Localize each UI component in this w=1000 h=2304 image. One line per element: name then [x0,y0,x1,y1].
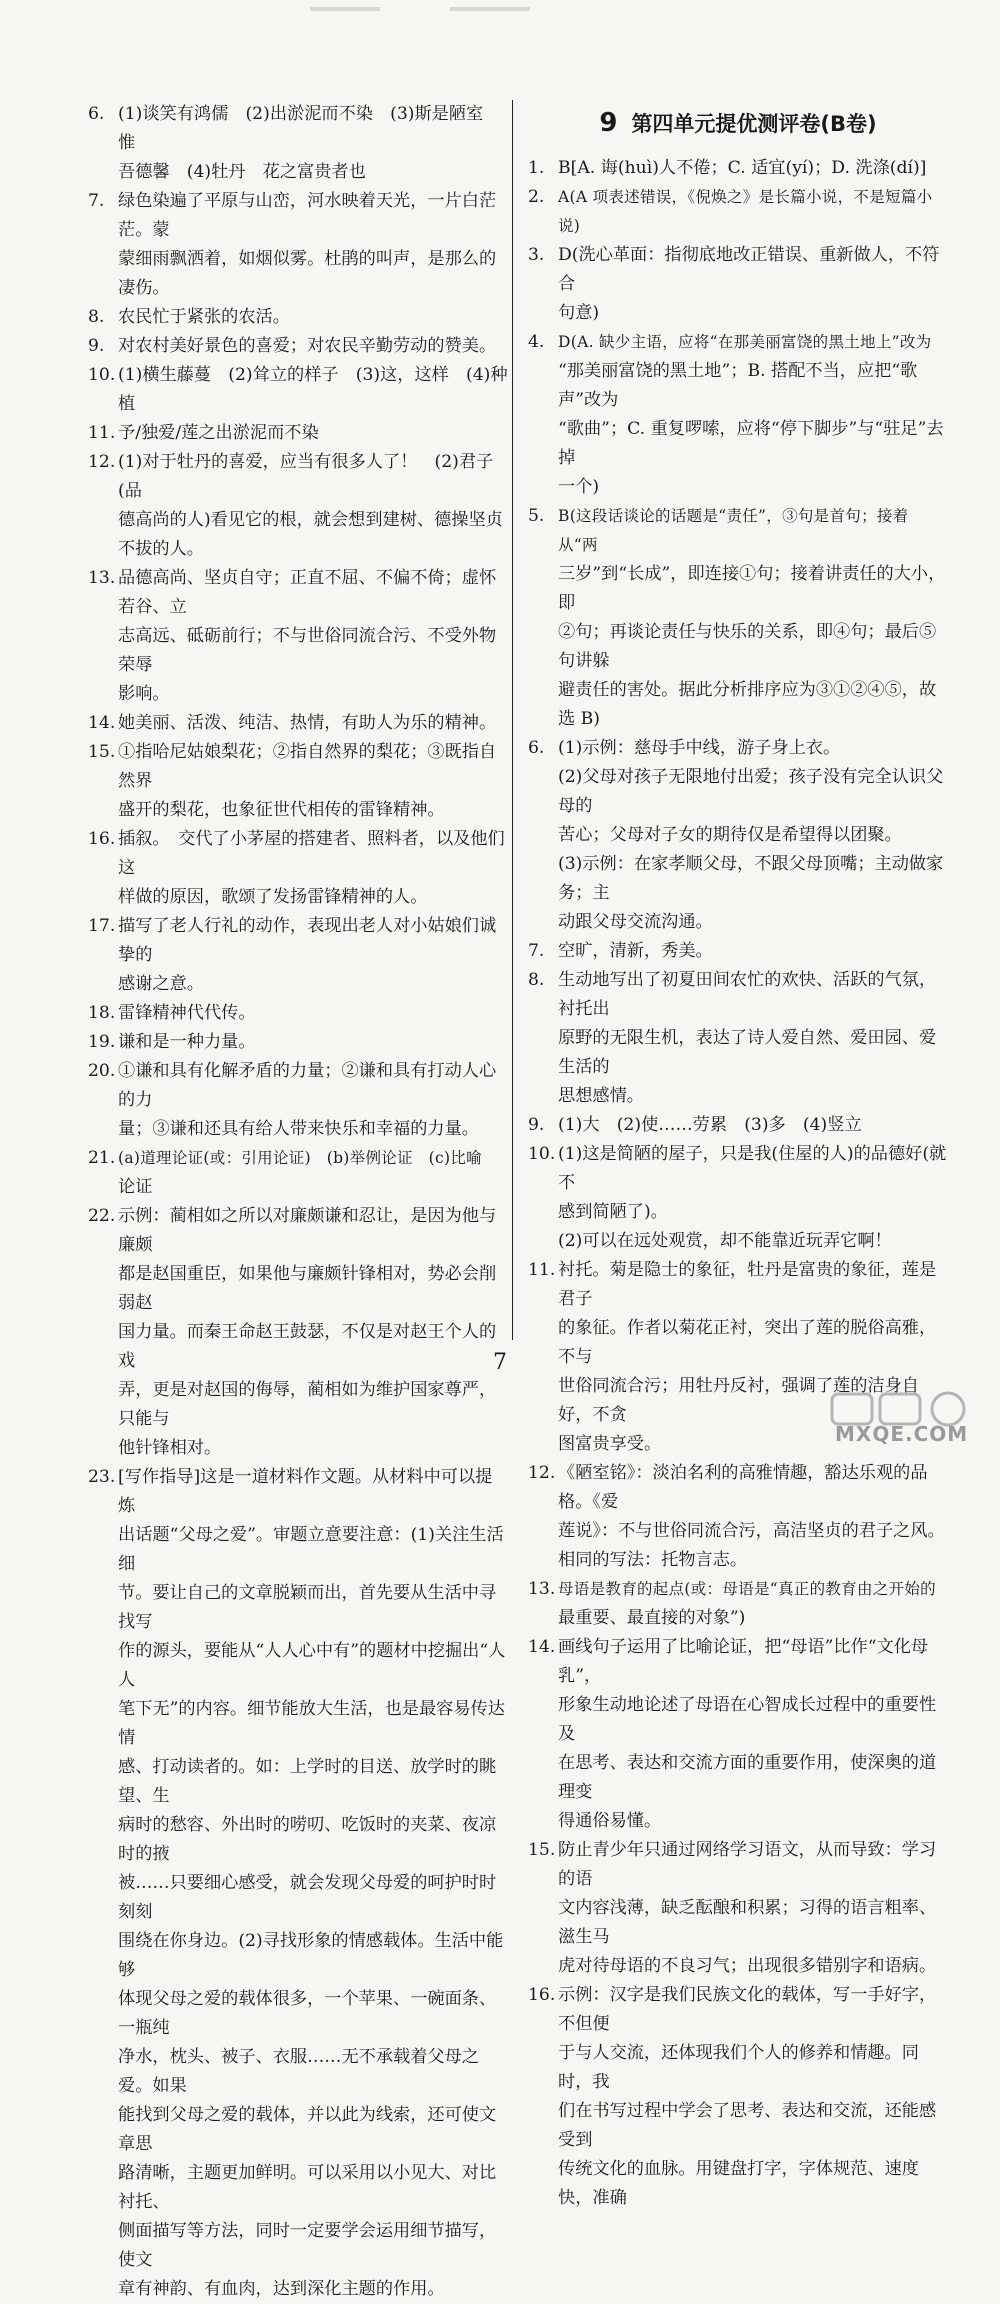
answer-number: 10. [528,1144,556,1164]
answer-item [528,1575,948,1633]
answer-line: B(这段话谈论的话题是“责任”，③句是首句；接着从“两 [558,507,909,554]
answer-item [528,966,948,1111]
answer-number: 16. [528,1985,556,2005]
answer-line: 思想感情。 [558,1086,644,1106]
answer-line: 得通俗易懂。 [558,1811,662,1831]
answer-text [558,966,948,1111]
answer-line: (1)示例：慈母手中线，游子身上衣。 [558,738,841,758]
answer-item [88,1144,508,1202]
answer-line: 体现父母之爱的载体很多，一个苹果、一碗面条、一瓶纯 [118,1989,497,2038]
answer-number: 22. [88,1206,116,1226]
answer-item [528,734,948,937]
answer-text [118,999,508,1028]
answer-line: 蒙细雨飘洒着，如烟似雾。杜鹃的叫声，是那么的凄伤。 [118,249,497,298]
left-column [88,100,508,2304]
column-divider [512,100,513,1340]
answer-line: 插叙。 交代了小茅屋的搭建者、照料者，以及他们这 [118,829,505,878]
answer-line: 世俗同流合污；用牡丹反衬，强调了莲的洁身自好，不贪 [558,1376,919,1425]
answer-line: D(洗心革面：指彻底地改正错误、重新做人，不符合 [558,245,940,294]
answer-item [88,419,508,448]
answer-line: D(A. 缺少主语，应将“在那美丽富饶的黑土地上”改为 [558,333,932,351]
answer-line: 笔下无”的内容。细节能放大生活，也是最容易传达情 [118,1699,505,1748]
answer-line: 相同的写法：托物言志。 [558,1550,748,1570]
answer-item [528,1111,948,1140]
answer-line: 对农村美好景色的喜爱；对农民辛勤劳动的赞美。 [118,336,497,356]
page-number: 7 [493,1350,507,1375]
answer-line: 感、打动读者的。如：上学时的目送、放学时的眺望、生 [118,1757,497,1806]
answer-line: 感谢之意。 [118,974,204,994]
answer-item [528,241,948,328]
answer-number: 9. [528,1115,545,1135]
answer-line: 们在书写过程中学会了思考、表达和交流，还能感受到 [558,2101,937,2150]
answer-number: 6. [528,738,545,758]
answer-line: 能找到父母之爱的载体，并以此为线索，还可使文章思 [118,2105,497,2154]
answer-line: 作的源头，要能从“人人心中有”的题材中挖掘出“人人 [118,1641,506,1690]
answer-item [88,825,508,912]
answer-text [558,1140,948,1256]
answer-line: 路清晰，主题更加鲜明。可以采用以小见大、对比衬托、 [118,2163,497,2212]
right-column [528,100,948,2213]
answer-number: 13. [88,568,116,588]
answer-line: 苦心；父母对子女的期待仅是希望得以团聚。 [558,825,902,845]
answer-number: 9. [88,336,105,356]
answer-line: 一个) [558,477,600,497]
answer-text [558,937,948,966]
answer-item [88,187,508,303]
answer-item [88,912,508,999]
answer-text [558,154,948,183]
answer-text [558,328,948,502]
answer-line: 空旷，清新，秀美。 [558,941,713,961]
answer-text [558,1981,948,2213]
answer-item [528,1981,948,2213]
answer-number: 21. [88,1148,116,1168]
answer-number: 12. [528,1463,556,1483]
answer-line: B[A. 诲(huì)人不倦；C. 适宜(yí)；D. 洗涤(dí)] [558,158,927,178]
answer-line: 吾德馨 (4)牡丹 花之富贵者也 [118,162,366,182]
answer-line: “那美丽富饶的黑土地”；B. 搭配不当，应把“歌声”改为 [558,361,918,410]
answer-line: 句意) [558,303,600,323]
answer-number: 19. [88,1032,116,1052]
answer-line: 她美丽、活泼、纯洁、热情，有助人为乐的精神。 [118,713,497,733]
answer-item [528,937,948,966]
answer-line: 衬托。菊是隐士的象征，牡丹是富贵的象征，莲是君子 [558,1260,937,1309]
answer-line: 雷锋精神代代传。 [118,1003,256,1023]
answer-line: 于与人交流，还体现我们个人的修养和情趣。同时，我 [558,2043,919,2092]
answer-line: (1)谈笑有鸿儒 (2)出淤泥而不染 (3)斯是陋室 惟 [118,104,501,153]
answer-line: 形象生动地论述了母语在心智成长过程中的重要性及 [558,1695,937,1744]
answer-number: 7. [88,191,105,211]
answer-number: 20. [88,1061,116,1081]
answer-line: 动跟父母交流沟通。 [558,912,713,932]
answer-text [558,734,948,937]
answer-item [88,1028,508,1057]
answer-line: ①谦和具有化解矛盾的力量；②谦和具有打动人心的力 [118,1061,497,1110]
answer-text [118,1463,508,2304]
answer-line: 弄，更是对赵国的侮辱，蔺相如为维护国家尊严，只能与 [118,1380,497,1429]
answer-line: 三岁”到“长成”，即连接①句；接着讲责任的大小，即 [558,564,946,613]
answer-text [558,502,948,734]
answer-number: 1. [528,158,545,178]
answer-number: 5. [528,506,545,526]
answer-text [118,1028,508,1057]
answer-text [118,100,508,187]
answer-line: 净水，枕头、被子、衣服……无不承载着父母之爱。如果 [118,2047,479,2096]
answer-text [118,332,508,361]
answer-text [118,361,508,419]
answer-number: 14. [528,1637,556,1657]
answer-line: 围绕在你身边。(2)寻找形象的情感载体。生活中能够 [118,1931,504,1980]
answer-text [118,564,508,709]
answer-item [528,328,948,502]
answer-line: 虎对待母语的不良习气；出现很多错别字和语病。 [558,1956,937,1976]
answer-line: 的象征。作者以菊花正衬，突出了莲的脱俗高雅，不与 [558,1318,937,1367]
answer-text [118,825,508,912]
answer-text [558,1633,948,1836]
answer-item [528,502,948,734]
answer-item [88,448,508,564]
answer-text [118,912,508,999]
answer-number: 8. [528,970,545,990]
answer-line: 盛开的梨花，也象征世代相传的雷锋精神。 [118,800,445,820]
answer-text [558,1836,948,1981]
answer-item [88,738,508,825]
answer-line: 他针锋相对。 [118,1438,222,1458]
answer-line: 画线句子运用了比喻论证，把“母语”比作“文化母乳”， [558,1637,929,1686]
answer-line: [写作指导]这是一道材料作文题。从材料中可以提炼 [118,1467,493,1516]
answer-line: 志高远、砥砺前行；不与世俗同流合污、不受外物荣辱 [118,626,497,675]
answer-number: 6. [88,104,105,124]
answer-line: 图富贵享受。 [558,1434,662,1454]
answer-line: 文内容浅薄，缺乏酝酿和积累；习得的语言粗率、滋生马 [558,1898,937,1947]
answer-item [88,1057,508,1144]
answer-number: 3. [528,245,545,265]
watermark-url: MXQE.COM [835,1422,969,1446]
answer-item [528,154,948,183]
answer-line: 描写了老人行礼的动作，表现出老人对小姑娘们诚挚的 [118,916,497,965]
answer-line: 生动地写出了初夏田间农忙的欢快、活跃的气氛，衬托出 [558,970,937,1019]
answer-text [558,1575,948,1633]
answer-line: 病时的愁容、外出时的唠叨、吃饭时的夹菜、夜凉时的掖 [118,1815,497,1864]
answer-line: “歌曲”；C. 重复啰嗦，应将“停下脚步”与“驻足”去掉 [558,419,944,468]
answer-item [88,564,508,709]
answer-line: 绿色染遍了平原与山峦，河水映着天光，一片白茫茫。蒙 [118,191,497,240]
answer-number: 15. [528,1840,556,1860]
answer-item [528,183,948,241]
answer-text [558,1459,948,1575]
answer-number: 16. [88,829,116,849]
answer-line: (2)可以在远处观赏，却不能靠近玩弄它啊！ [558,1231,892,1251]
answer-line: 德高尚的人)看见它的根，就会想到建树、德操坚贞 [118,510,503,530]
answer-line: A(A 项表述错误，《倪焕之》是长篇小说，不是短篇小说) [558,188,933,235]
answer-item [88,1463,508,2304]
answer-number: 14. [88,713,116,733]
answer-text [118,1202,508,1463]
answer-line: 影响。 [118,684,170,704]
answer-number: 4. [528,332,545,352]
answer-text [118,303,508,332]
answer-item [88,303,508,332]
right-items [528,154,948,2213]
answer-text [118,448,508,564]
answer-text [118,709,508,738]
answer-line: 都是赵国重臣，如果他与廉颇针锋相对，势必会削弱赵 [118,1264,497,1313]
answer-text [118,738,508,825]
answer-number: 15. [88,742,116,762]
answer-line: 论证 [118,1177,153,1197]
answer-item [528,1459,948,1575]
answer-line: (a)道理论证(或：引用论证) (b)举例论证 (c)比喻 [118,1149,482,1167]
answer-line: 最重要、最直接的对象”) [558,1608,746,1628]
answer-item [88,999,508,1028]
answer-line: 示例：汉字是我们民族文化的载体，写一手好字，不但便 [558,1985,937,2034]
answer-line: 莲说》：不与世俗同流合污，高洁坚贞的君子之风。 [558,1521,945,1541]
answer-line: 予/独爱/莲之出淤泥而不染 [118,423,319,443]
answer-line: 避责任的害处。据此分析排序应为③①②④⑤，故选 B) [558,680,937,729]
answer-item [528,1836,948,1981]
answer-number: 13. [528,1579,556,1599]
answer-line: 农民忙于紧张的农活。 [118,307,290,327]
answer-line: ①指哈尼姑娘梨花；②指自然界的梨花；③既指自然界 [118,742,497,791]
answer-item [88,1202,508,1463]
answer-line: 母语是教育的起点(或：母语是“真正的教育由之开始的 [558,1580,936,1598]
answer-line: 章有神韵、有血肉，达到深化主题的作用。 [118,2279,445,2299]
answer-line: (1)这是简陋的屋子，只是我(住屋的人)的品德好(就不 [558,1144,947,1193]
answer-item [528,1140,948,1256]
answer-number: 11. [528,1260,556,1280]
answer-line: 被……只要细心感受，就会发现父母爱的呵护时时刻刻 [118,1873,497,1922]
answer-line: 谦和是一种力量。 [118,1032,256,1052]
answer-line: 在思考、表达和交流方面的重要作用，使深奥的道理变 [558,1753,937,1802]
section-title [528,100,948,146]
answer-line: 不拔的人。 [118,539,204,559]
answer-line: (1)对于牡丹的喜爱，应当有很多人了！ (2)君子(品 [118,452,494,501]
answer-number: 23. [88,1467,116,1487]
answer-number: 11. [88,423,116,443]
answer-number: 7. [528,941,545,961]
answer-line: 侧面描写等方法，同时一定要学会运用细节描写，使文 [118,2221,497,2270]
answer-item [528,1633,948,1836]
answer-number: 2. [528,187,545,207]
answer-line: ②句；再谈论责任与快乐的关系，即④句；最后⑤句讲躲 [558,622,937,671]
answer-line: 量；③谦和还具有给人带来快乐和幸福的力量。 [118,1119,479,1139]
answer-item [88,361,508,419]
answer-text [118,1057,508,1144]
answer-line: (3)示例：在家孝顺父母，不跟父母顶嘴；主动做家务；主 [558,854,944,903]
answer-line: 防止青少年只通过网络学习语文，从而导致：学习的语 [558,1840,937,1889]
answer-text [118,187,508,303]
answer-number: 12. [88,452,116,472]
answer-line: 传统文化的血脉。用键盘打字，字体规范、速度快，准确 [558,2159,919,2208]
answer-line: 原野的无限生机，表达了诗人爱自然、爱田园、爱生活的 [558,1028,937,1077]
answer-line: (2)父母对孩子无限地付出爱；孩子没有完全认识父母的 [558,767,944,816]
answer-text [118,1144,508,1202]
answer-text [118,419,508,448]
answer-text [558,1111,948,1140]
scan-marks [300,0,560,10]
section-number: 9 [599,108,618,138]
answer-line: 示例：蔺相如之所以对廉颇谦和忍让，是因为他与廉颇 [118,1206,497,1255]
answer-item [88,332,508,361]
answer-line: 感到简陋了)。 [558,1202,668,1222]
answer-line: (1)大 (2)使……劳累 (3)多 (4)竖立 [558,1115,862,1135]
answer-line: 样做的原因，歌颂了发扬雷锋精神的人。 [118,887,428,907]
answer-text [558,183,948,241]
answer-number: 17. [88,916,116,936]
answer-line: 《陋室铭》：淡泊名利的高雅情趣，豁达乐观的品格。《爱 [558,1463,928,1512]
answer-number: 8. [88,307,105,327]
answer-line: 品德高尚、坚贞自守；正直不屈、不偏不倚；虚怀若谷、立 [118,568,497,617]
section-title-text: 第四单元提优测评卷(B卷) [631,112,877,136]
answer-item [88,709,508,738]
answer-text [558,241,948,328]
answer-line: 国力量。而秦王命赵王鼓瑟，不仅是对赵王个人的戏 [118,1322,497,1371]
answer-number: 10. [88,365,116,385]
answer-line: 出话题“父母之爱”。审题立意要注意：(1)关注生活细 [118,1525,504,1574]
answer-line: (1)横生藤蔓 (2)耸立的样子 (3)这，这样 (4)种植 [118,365,508,414]
answer-item [88,100,508,187]
answer-line: 节。要让自己的文章脱颖而出，首先要从生活中寻找写 [118,1583,497,1632]
answer-number: 18. [88,1003,116,1023]
